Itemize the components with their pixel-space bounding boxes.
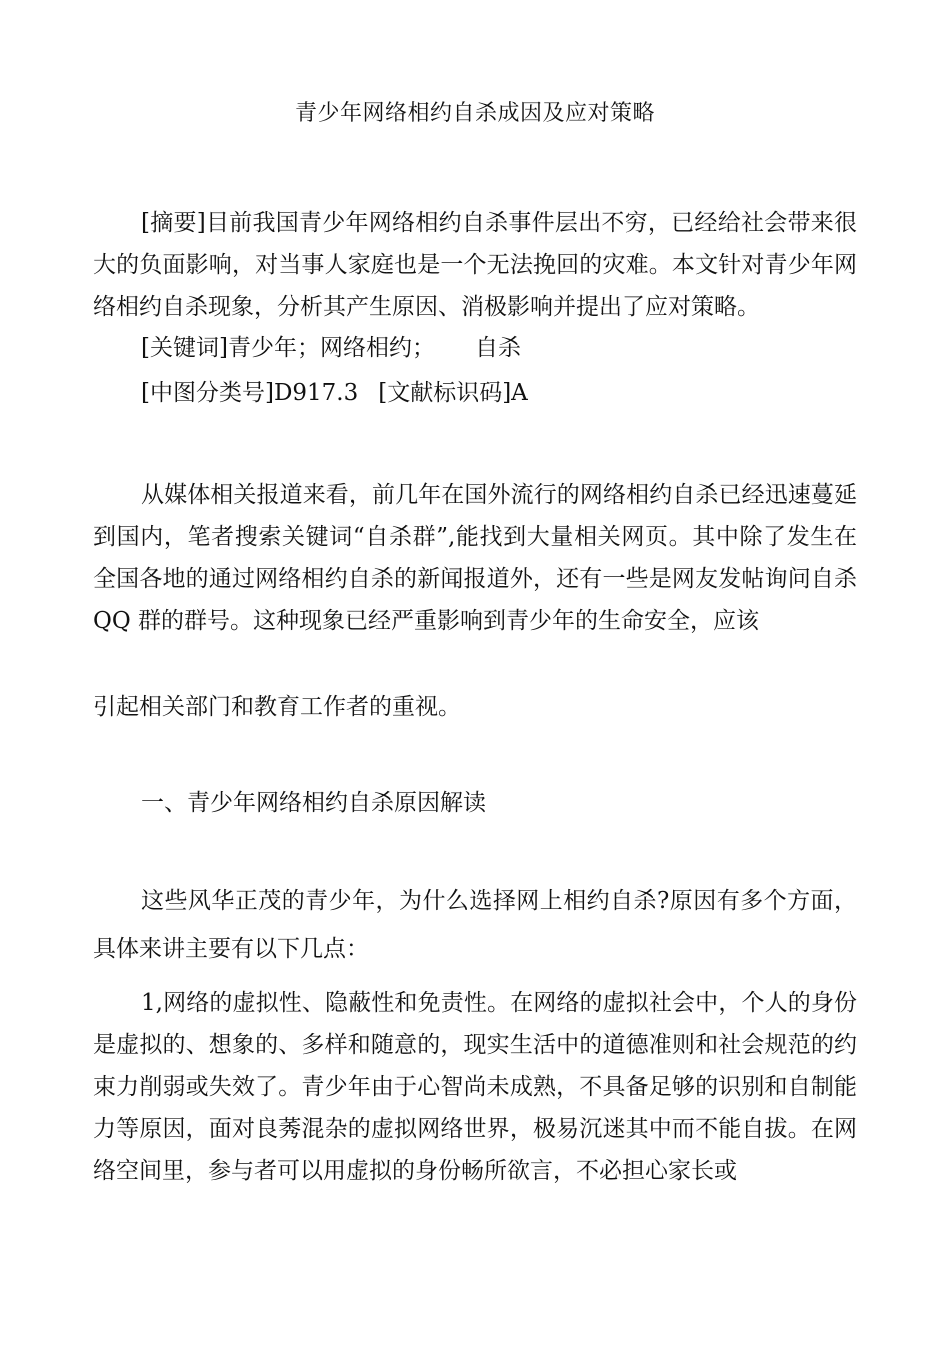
intro-continuation: 引起相关部门和教育工作者的重视。: [93, 694, 461, 720]
point-1-paragraph: 1,网络的虚拟性、隐蔽性和免责性。在网络的虚拟社会中，个人的身份是虚拟的、想象的、多样和随意的，现实生活中的道德准则和社会规范的约束力削弱或失效了。青少年由于心智尚未成熟，不具备足够的识别和自制能力等原因，面对良莠混杂的虚拟网络世界，极易沉迷其中而不能自拔。在网络空间里，参与者可以用虚拟的身份畅所欲言，不必担心家长或: [93, 990, 857, 1184]
abstract-paragraph: [摘要]目前我国青少年网络相约自杀事件层出不穷，已经给社会带来很大的负面影响，对当事人家庭也是一个无法挽回的灾难。本文针对青少年网络相约自杀现象，分析其产生原因、消极影响并提出了应对策略。: [93, 210, 857, 320]
classification-line: [141, 378, 528, 408]
document-title: 青少年网络相约自杀成因及应对策略: [294, 101, 655, 126]
keywords-label: [关键词]: [141, 335, 228, 361]
keywords-line: [141, 333, 521, 363]
intro-paragraph: 从媒体相关报道来看，前几年在国外流行的网络相约自杀已经迅速蔓延到国内，笔者搜索关键词“自杀群”,能找到大量相关网页。其中除了发生在全国各地的通过网络相约自杀的新闻报道外，还有一些是网友发帖询问自杀 QQ 群的群号。这种现象已经严重影响到青少年的生命安全，应该: [93, 482, 857, 634]
document-code: [文献标识码]A: [378, 380, 528, 406]
clc-number: [中图分类号]D917.3: [141, 380, 359, 406]
keyword-item: 青少年；: [227, 335, 320, 361]
section-intro-paragraph: 这些风华正茂的青少年，为什么选择网上相约自杀?原因有多个方面，具体来讲主要有以下几点：: [93, 888, 857, 962]
keyword-item: 自杀: [474, 335, 521, 361]
keyword-item: 网络相约；: [319, 335, 435, 361]
section-heading: 一、青少年网络相约自杀原因解读: [141, 790, 486, 816]
